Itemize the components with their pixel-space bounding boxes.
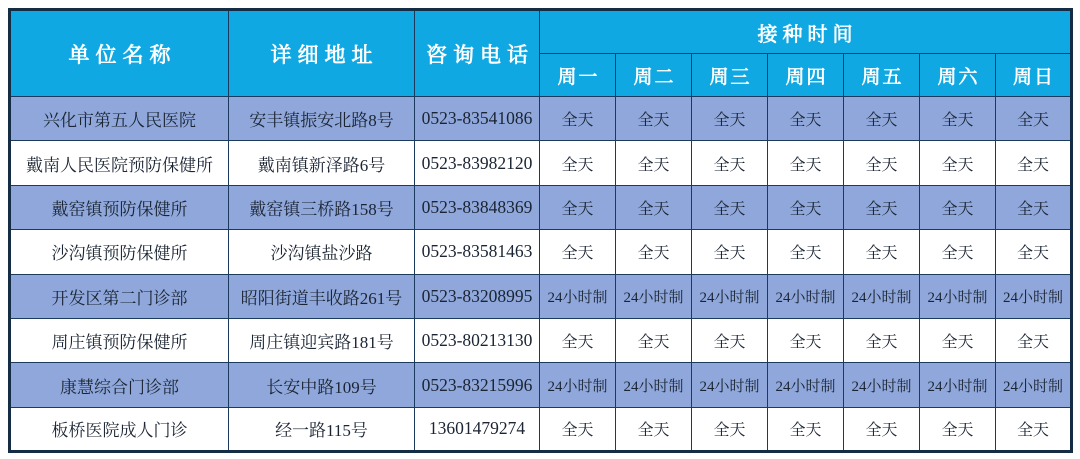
column-header-address: 详细地址	[229, 10, 415, 97]
table-row	[10, 363, 1072, 407]
column-header-sunday: 周日	[996, 54, 1072, 97]
schedule-cell: 24小时制	[540, 274, 616, 318]
schedule-cell: 24小时制	[844, 363, 920, 407]
schedule-cell: 全天	[616, 185, 692, 229]
table-row	[10, 230, 1072, 274]
schedule-cell: 24小时制	[996, 274, 1072, 318]
schedule-cell: 全天	[844, 97, 920, 141]
schedule-cell: 全天	[844, 185, 920, 229]
schedule-cell: 全天	[768, 141, 844, 185]
schedule-cell: 全天	[692, 141, 768, 185]
column-header-friday: 周五	[844, 54, 920, 97]
unit-name-cell: 戴窑镇预防保健所	[10, 185, 229, 229]
schedule-cell: 全天	[920, 141, 996, 185]
schedule-cell: 全天	[540, 185, 616, 229]
schedule-cell: 全天	[844, 141, 920, 185]
phone-cell: 13601479274	[415, 407, 540, 451]
schedule-cell: 全天	[920, 97, 996, 141]
column-header-vaccination-time: 接种时间	[540, 10, 1072, 54]
phone-cell: 0523-83848369	[415, 185, 540, 229]
schedule-cell: 24小时制	[920, 274, 996, 318]
column-header-tuesday: 周二	[616, 54, 692, 97]
address-cell: 经一路115号	[229, 407, 415, 451]
schedule-cell: 全天	[540, 97, 616, 141]
address-cell: 安丰镇振安北路8号	[229, 97, 415, 141]
schedule-cell: 全天	[692, 318, 768, 362]
column-header-unit-name: 单位名称	[10, 10, 229, 97]
table-row	[10, 407, 1072, 451]
schedule-cell: 24小时制	[540, 363, 616, 407]
table-row	[10, 318, 1072, 362]
schedule-cell: 全天	[996, 407, 1072, 451]
table-header	[10, 10, 1072, 97]
schedule-cell: 全天	[692, 230, 768, 274]
phone-cell: 0523-83208995	[415, 274, 540, 318]
schedule-cell: 24小时制	[996, 363, 1072, 407]
schedule-cell: 全天	[616, 230, 692, 274]
schedule-cell: 全天	[996, 185, 1072, 229]
schedule-cell: 全天	[768, 318, 844, 362]
column-header-wednesday: 周三	[692, 54, 768, 97]
schedule-cell: 全天	[692, 407, 768, 451]
schedule-cell: 全天	[692, 97, 768, 141]
unit-name-cell: 沙沟镇预防保健所	[10, 230, 229, 274]
phone-cell: 0523-83215996	[415, 363, 540, 407]
schedule-cell: 全天	[616, 141, 692, 185]
phone-cell: 0523-83541086	[415, 97, 540, 141]
column-header-saturday: 周六	[920, 54, 996, 97]
address-cell: 戴窑镇三桥路158号	[229, 185, 415, 229]
schedule-cell: 全天	[920, 185, 996, 229]
phone-cell: 0523-80213130	[415, 318, 540, 362]
schedule-cell: 24小时制	[844, 274, 920, 318]
column-header-phone: 咨询电话	[415, 10, 540, 97]
schedule-cell: 24小时制	[616, 363, 692, 407]
schedule-cell: 全天	[920, 230, 996, 274]
address-cell: 周庄镇迎宾路181号	[229, 318, 415, 362]
table-row	[10, 185, 1072, 229]
vaccination-schedule	[8, 8, 1073, 453]
schedule-cell: 24小时制	[768, 363, 844, 407]
phone-cell: 0523-83581463	[415, 230, 540, 274]
address-cell: 昭阳街道丰收路261号	[229, 274, 415, 318]
unit-name-cell: 周庄镇预防保健所	[10, 318, 229, 362]
schedule-cell: 全天	[616, 318, 692, 362]
schedule-cell: 全天	[540, 141, 616, 185]
schedule-cell: 24小时制	[768, 274, 844, 318]
schedule-cell: 全天	[540, 318, 616, 362]
column-header-monday: 周一	[540, 54, 616, 97]
schedule-cell: 全天	[616, 407, 692, 451]
unit-name-cell: 戴南人民医院预防保健所	[10, 141, 229, 185]
schedule-cell: 24小时制	[616, 274, 692, 318]
table-body	[10, 97, 1072, 452]
unit-name-cell: 兴化市第五人民医院	[10, 97, 229, 141]
header-row-top	[10, 10, 1072, 54]
phone-cell: 0523-83982120	[415, 141, 540, 185]
table-row	[10, 274, 1072, 318]
address-cell: 沙沟镇盐沙路	[229, 230, 415, 274]
schedule-cell: 24小时制	[692, 363, 768, 407]
column-header-thursday: 周四	[768, 54, 844, 97]
schedule-cell: 全天	[844, 230, 920, 274]
schedule-cell: 全天	[692, 185, 768, 229]
schedule-cell: 24小时制	[920, 363, 996, 407]
schedule-cell: 全天	[844, 407, 920, 451]
schedule-cell: 全天	[996, 230, 1072, 274]
schedule-cell: 全天	[996, 318, 1072, 362]
address-cell: 长安中路109号	[229, 363, 415, 407]
vaccination-schedule-table	[8, 8, 1073, 453]
schedule-cell: 全天	[540, 230, 616, 274]
schedule-cell: 全天	[920, 318, 996, 362]
schedule-cell: 全天	[768, 407, 844, 451]
schedule-cell: 全天	[768, 185, 844, 229]
schedule-cell: 全天	[768, 230, 844, 274]
schedule-cell: 全天	[616, 97, 692, 141]
unit-name-cell: 康慧综合门诊部	[10, 363, 229, 407]
schedule-cell: 全天	[996, 97, 1072, 141]
unit-name-cell: 板桥医院成人门诊	[10, 407, 229, 451]
schedule-cell: 24小时制	[692, 274, 768, 318]
schedule-cell: 全天	[844, 318, 920, 362]
table-row	[10, 141, 1072, 185]
table-row	[10, 97, 1072, 141]
schedule-cell: 全天	[920, 407, 996, 451]
unit-name-cell: 开发区第二门诊部	[10, 274, 229, 318]
schedule-cell: 全天	[996, 141, 1072, 185]
schedule-cell: 全天	[540, 407, 616, 451]
address-cell: 戴南镇新泽路6号	[229, 141, 415, 185]
schedule-cell: 全天	[768, 97, 844, 141]
